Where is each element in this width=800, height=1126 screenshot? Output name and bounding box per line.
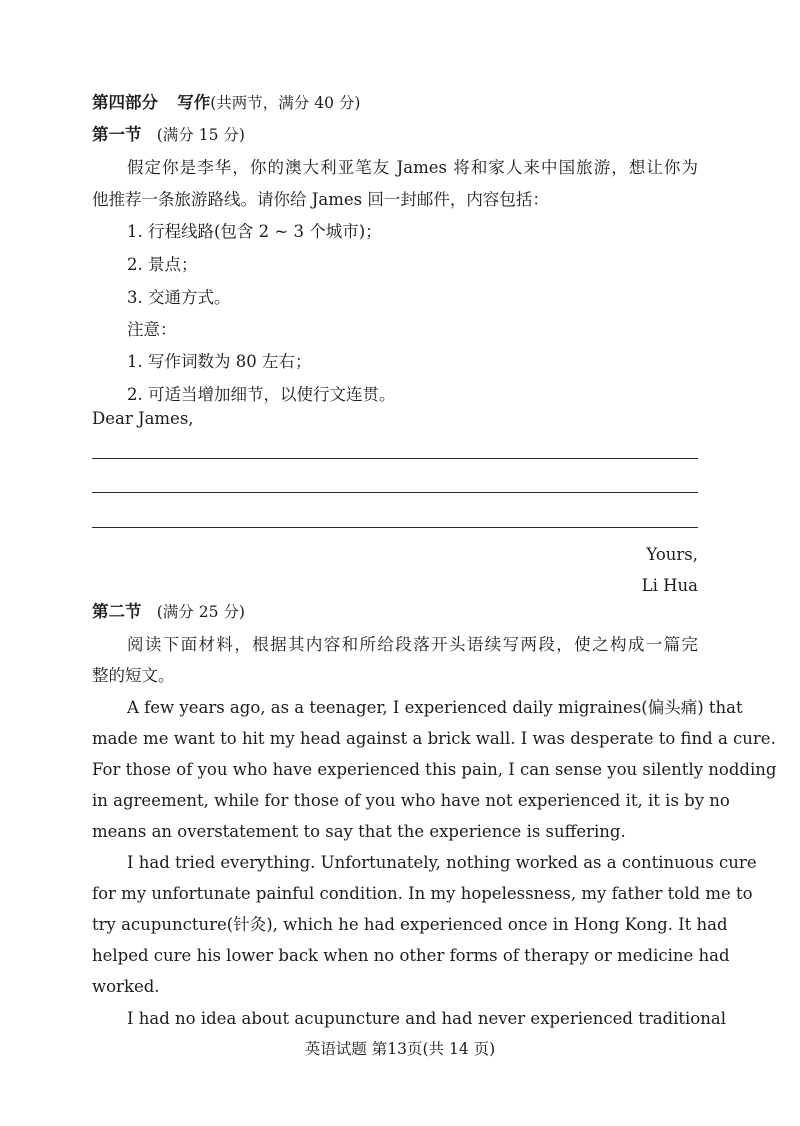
section1-heading-row [92, 123, 698, 147]
page-footer: 英语试题 第13页(共 14 页) [304, 1040, 496, 1058]
section2-score: (满分 25 分) [156, 603, 245, 621]
section1-score: (满分 15 分) [156, 126, 245, 144]
section1-item-3: 3. 交通方式。 [127, 288, 231, 307]
section1-notice-label: 注意： [127, 320, 177, 339]
section1-note-1: 1. 写作词数为 80 左右； [127, 352, 312, 371]
passage-line: I had no idea about acupuncture and had never experienced traditional [127, 1009, 726, 1028]
writing-line [92, 492, 698, 493]
section1-prompt-line2: 他推荐一条旅游路线。请你给 James 回一封邮件，内容包括： [92, 190, 549, 209]
section1-prompt-line1: 假定你是李华，你的澳大利亚笔友 James 将和家人来中国旅游，想让你为 [127, 158, 698, 177]
passage-line: made me want to hit my head against a brick wall. I was desperate to find a cure. [92, 729, 776, 748]
passage-line: helped cure his lower back when no other forms of therapy or medicine had [92, 946, 730, 965]
section1-item-2: 2. 景点； [127, 255, 198, 274]
passage-line: for my unfortunate painful condition. In my hopelessness, my father told me to [92, 884, 753, 903]
writing-line [92, 458, 698, 459]
passage-line: means an overstatement to say that the experience is suffering. [92, 822, 626, 841]
closing: Yours, [646, 545, 698, 564]
part4-title: 写作 [177, 93, 211, 112]
passage-line: I had tried everything. Unfortunately, nothing worked as a continuous cure [127, 853, 757, 872]
writing-line [92, 527, 698, 528]
passage-line: in agreement, while for those of you who have not experienced it, it is by no [92, 791, 730, 810]
section2-prompt-line2: 整的短文。 [92, 666, 175, 685]
passage-line: try acupuncture(针灸), which he had experienced once in Hong Kong. It had [92, 915, 728, 934]
part4-heading: 第四部分 [92, 93, 158, 112]
passage-line: For those of you who have experienced this pain, I can sense you silently nodding [92, 760, 777, 779]
salutation: Dear James, [92, 409, 194, 428]
section2-prompt-line1: 阅读下面材料，根据其内容和所给段落开头语续写两段，使之构成一篇完 [127, 635, 698, 654]
passage-line: A few years ago, as a teenager, I experienced daily migraines(偏头痛) that [127, 698, 743, 717]
section1-heading: 第一节 [92, 125, 142, 144]
section1-note-2: 2. 可适当增加细节，以使行文连贯。 [127, 385, 396, 404]
passage-line: worked. [92, 977, 160, 996]
section2-heading: 第二节 [92, 602, 142, 621]
part4-heading-row [92, 91, 698, 115]
section2-heading-row [92, 600, 698, 624]
section1-item-1: 1. 行程线路(包含 2 ~ 3 个城市)； [127, 222, 382, 241]
part4-note: (共两节，满分 40 分) [210, 94, 361, 112]
signature: Li Hua [641, 576, 698, 595]
